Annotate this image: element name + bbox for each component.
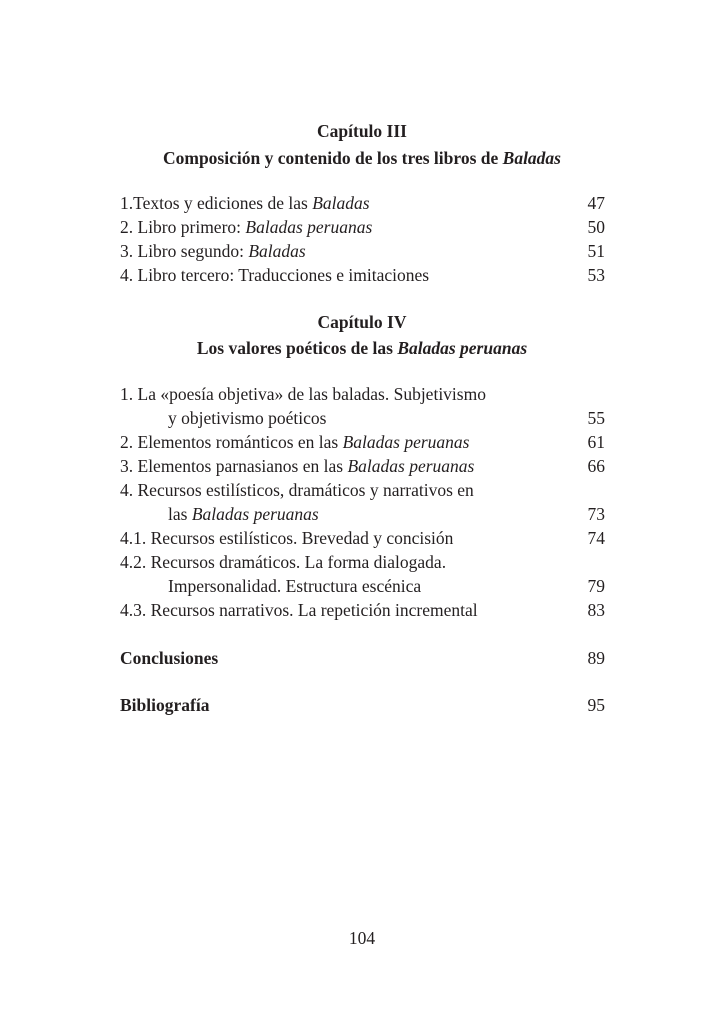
page-number: 104 — [348, 928, 376, 948]
toc-entry-text: 4.3. Recursos narrativos. La repetición incremental — [120, 600, 478, 620]
toc-entry-italic: Baladas — [248, 241, 306, 261]
chapter-4-title-text: Los valores poéticos de las — [196, 338, 398, 358]
toc-entry-text: y objetivismo poéticos — [168, 408, 327, 428]
toc-entry-bibliografia[interactable] — [120, 693, 605, 717]
toc-entry-conclusiones[interactable] — [120, 646, 605, 670]
toc-entry-text: 4. Recursos estilísticos, dramáticos y narrativos en — [120, 480, 474, 500]
toc-page-number: 73 — [587, 504, 605, 524]
toc-page-number: 79 — [587, 576, 605, 596]
toc-entry-text: las — [168, 504, 192, 524]
chapter-3-title — [0, 146, 724, 170]
toc-entry[interactable] — [120, 215, 605, 239]
toc-entry-italic: Baladas peruanas — [342, 432, 470, 452]
toc-entry-continuation[interactable] — [120, 406, 605, 430]
toc-entry-italic: Baladas peruanas — [245, 217, 373, 237]
toc-entry-text: 3. Libro segundo: — [120, 241, 249, 261]
toc-page-number: 95 — [587, 695, 605, 715]
chapter-4-title — [0, 336, 724, 360]
toc-entry-continuation[interactable] — [120, 502, 605, 526]
toc-entry-text: Impersonalidad. Estructura escénica — [168, 576, 422, 596]
toc-page-number: 66 — [587, 456, 605, 476]
chapter-4-label: Capítulo IV — [317, 312, 407, 332]
toc-entry[interactable] — [120, 550, 605, 574]
toc-entry[interactable] — [120, 191, 605, 215]
toc-page-number: 83 — [587, 600, 605, 620]
toc-entry-continuation[interactable] — [120, 574, 605, 598]
toc-entry[interactable] — [120, 239, 605, 263]
toc-entry[interactable] — [120, 263, 605, 287]
toc-entry[interactable] — [120, 430, 605, 454]
chapter-3-title-text: Composición y contenido de los tres libros de — [162, 148, 503, 168]
toc-section-label: Conclusiones — [120, 648, 219, 668]
toc-entry-text: 1. La «poesía objetiva» de las baladas. Subjetivismo — [120, 384, 486, 404]
toc-page-number: 50 — [587, 217, 605, 237]
toc-entry-text: 4.1. Recursos estilísticos. Brevedad y concisión — [120, 528, 454, 548]
chapter-4-title-italic: Baladas peruanas — [397, 338, 528, 358]
toc-entry-italic: Baladas peruanas — [347, 456, 475, 476]
toc-entry[interactable] — [120, 598, 605, 622]
toc-page-number: 55 — [587, 408, 605, 428]
toc-page-number: 74 — [587, 528, 605, 548]
toc-entry[interactable] — [120, 478, 605, 502]
toc-page-number: 53 — [587, 265, 605, 285]
toc-entry[interactable] — [120, 454, 605, 478]
toc-entry-text: 2. Libro primero: — [120, 217, 246, 237]
toc-entry-text: 2. Elementos románticos en las — [120, 432, 343, 452]
toc-page-number: 61 — [587, 432, 605, 452]
toc-entry-text: 4. Libro tercero: Traducciones e imitaciones — [120, 265, 430, 285]
toc-entry[interactable] — [120, 526, 605, 550]
chapter-3-title-italic: Baladas — [502, 148, 561, 168]
toc-entry-text: 1.Textos y ediciones de las — [120, 193, 313, 213]
toc-entry-text: 4.2. Recursos dramáticos. La forma dialogada. — [120, 552, 447, 572]
toc-entry-italic: Baladas — [312, 193, 370, 213]
toc-page-number: 89 — [587, 648, 605, 668]
toc-page-number: 47 — [587, 193, 605, 213]
toc-entry-italic: Baladas peruanas — [191, 504, 319, 524]
chapter-3-label: Capítulo III — [317, 121, 407, 141]
toc-entry-text: 3. Elementos parnasianos en las — [120, 456, 348, 476]
toc-page-number: 51 — [587, 241, 605, 261]
toc-section-label: Bibliografía — [120, 695, 210, 715]
toc-entry[interactable] — [120, 382, 605, 406]
